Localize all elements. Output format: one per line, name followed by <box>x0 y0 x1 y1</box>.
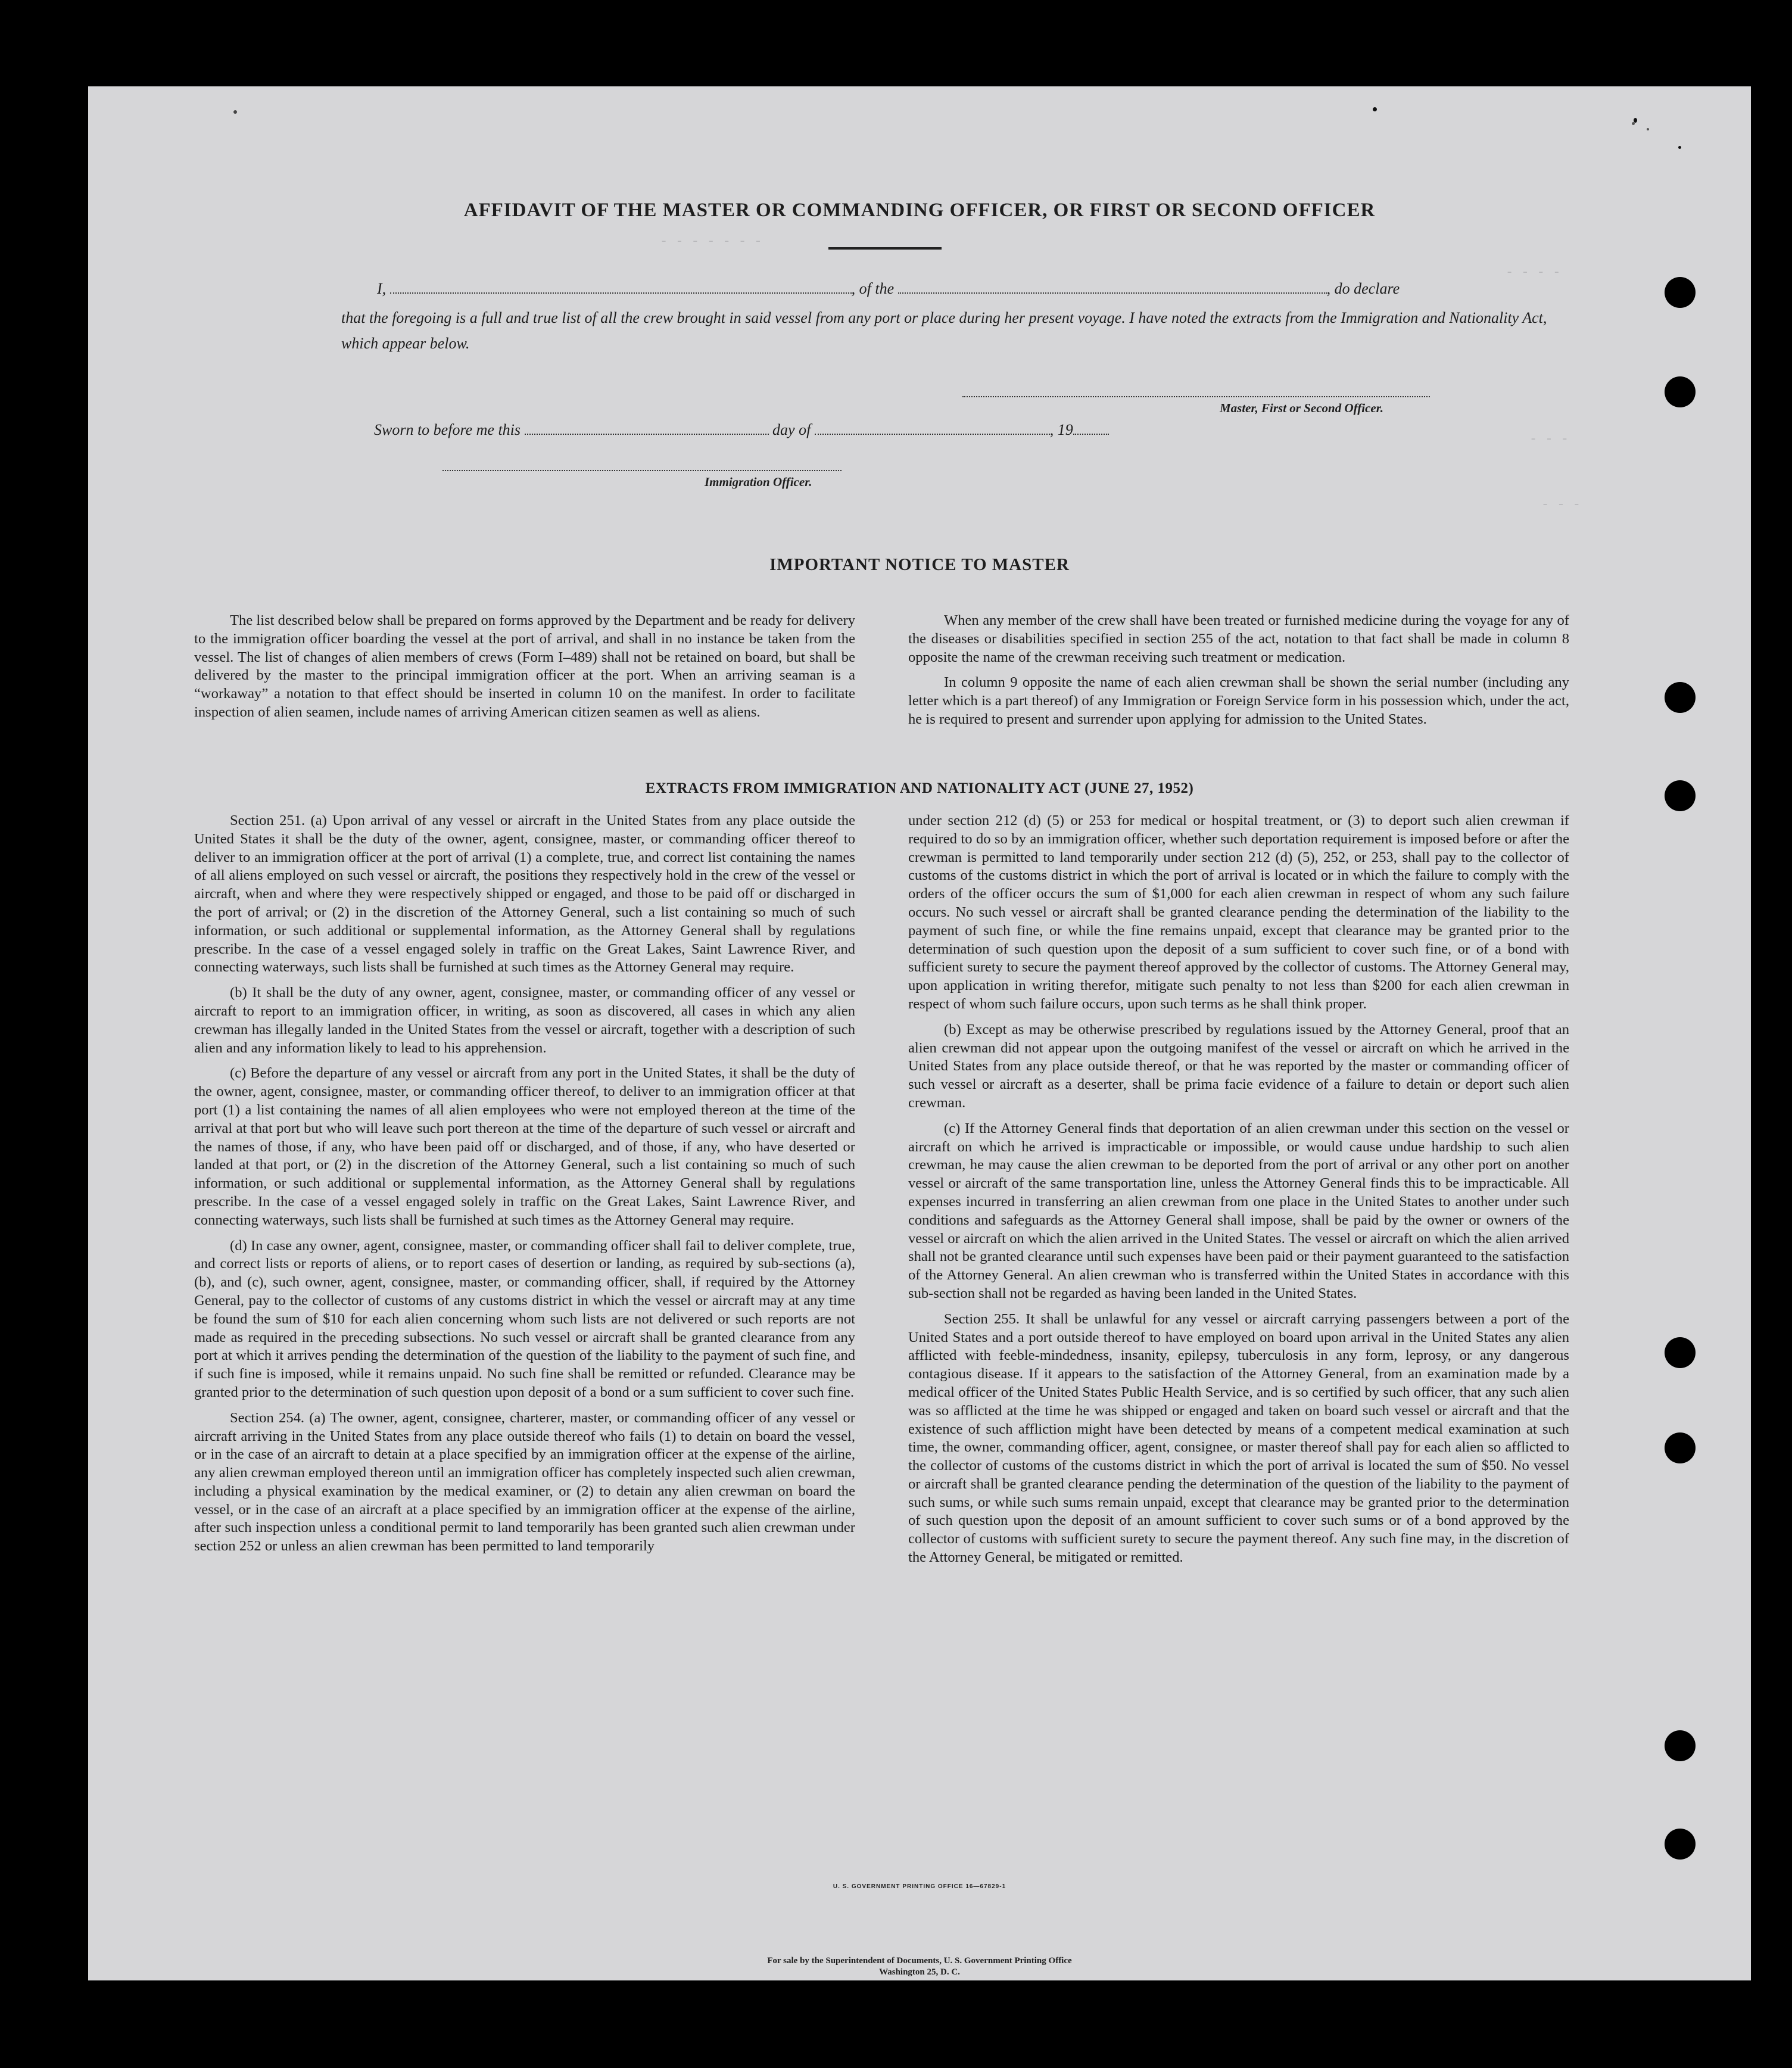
master-signature-line[interactable] <box>962 396 1430 397</box>
speck <box>1373 107 1377 111</box>
master-signature-label: Master, First or Second Officer. <box>1220 401 1383 415</box>
extracts-title: EXTRACTS FROM IMMIGRATION AND NATIONALITY ACT (JUNE 27, 1952) <box>645 780 1194 796</box>
punch-hole <box>1665 376 1696 407</box>
form-page <box>88 86 1751 1980</box>
speck <box>233 110 237 114</box>
punch-hole <box>1665 1337 1696 1368</box>
extract-paragraph: Section 255. It shall be unlawful for any vessel or aircraft carrying passengers between a port of the United States and a port outside thereof to have employed on board upon arrival in the United States any alien afflicted with feeble-mindedness, insanity, epilepsy, tuberculosis in any form, leprosy, or any dangerous contagious disease. If it appears to the satisfaction of the Attorney General, from an examination made by a medical officer of the United States Public Health Service, and is so certified by such officer, that any such alien was so afflicted at the time he was shipped or engaged and taken on board such vessel or aircraft and that the existence of such affliction might have been detected by means of a competent medical examination at such time, the owner, commanding officer, agent, consignee, or master thereof shall pay for each alien so afflicted to the collector of customs of the customs district in which the port of arrival is located the sum of $50. No vessel or aircraft shall be granted clearance pending the determination of the question of the liability to the payment of such sums, or while such sums remain unpaid, except that clearance may be granted prior to the determination of such question upon the deposit of an amount sufficient to cover such sums or of a bond approved by the collector of customs with sufficient surety to secure the payment thereof. Any such fine may, in the discretion of the Attorney General, be mitigated or remitted. <box>908 1310 1569 1566</box>
sworn-day-field[interactable] <box>525 423 769 435</box>
extract-paragraph: (c) Before the departure of any vessel or aircraft from any port in the United States, it shall be the duty of the owner, agent, consignee, master, or commanding officer thereof, to deliver to an immigration officer at that port (1) a list containing the names of all alien employees who were not employed thereon at the time of the arrival at that port but who will leave such port thereon at the time of the departure of such vessel or aircraft and the names of those, if any, who have been paid off or discharged, and of those, if any, who have deserted or landed at that port, or (2) in the discretion of the Attorney General, such a list containing so much of such information, or such additional or supplemental information, as the Attorney General shall by regulations prescribe. In the case of a vessel engaged solely in traffic on the Great Lakes, Saint Lawrence River, and connecting waterways, such lists shall be furnished at such times as the Attorney General may require. <box>194 1065 855 1228</box>
bleed-through-mark: - - - - - - - <box>660 234 762 249</box>
do-declare-label: , do declare <box>1326 280 1400 297</box>
speck <box>1632 122 1635 125</box>
footer <box>88 1955 1751 1978</box>
extract-paragraph: (c) If the Attorney General finds that deportation of an alien crewman under this section on the vessel or aircraft on which he arrived is impracticable or impossible, or would cause undue hardship to such alien crewman, he may cause the alien crewman to be deported from the port of arrival or any other port on another vessel or aircraft of the same transportation line, unless the Attorney General finds this to be impracticable. All expenses incurred in transferring an alien crewman from one place in the United States to another under such conditions and safeguards as the Attorney General shall impose, shall be paid by the owner or owners of the vessel or aircraft on which the alien arrived in the United States. The vessel or aircraft on which the alien arrived shall not be granted clearance until such expenses have been paid or their payment guaranteed to the satisfaction of the Attorney General. An alien crewman who is transferred within the United States in accordance with this sub-section shall not be regarded as having been landed in the United States. <box>908 1120 1569 1301</box>
printer-mark: U. S. GOVERNMENT PRINTING OFFICE 16—67829-1 <box>833 1883 1006 1890</box>
punch-hole <box>1665 277 1696 308</box>
extract-paragraph: under section 212 (d) (5) or 253 for medical or hospital treatment, or (3) to deport such alien crewman if required to do so by an immigration officer, whether such deportation requirement is imposed before or after the crewman is permitted to land temporarily under section 212 (d) (5), 252, or 253, shall pay to the collector of customs of the customs district in which the port of arrival is located or in which the failure to comply with the orders of the officer occurs the sum of $1,000 for each alien crewman in respect of whom any such failure occurs. No such vessel or aircraft shall be granted clearance pending the determination of the liability to the payment of such fine, or while the fine remains unpaid, except that clearance may be granted prior to the determination of such question upon the deposit of a sum sufficient to cover such fine, or of a bond with sufficient surety to secure the payment thereof approved by the collector of customs. The Attorney General may, upon application in writing therefor, mitigate such penalty to not less than $200 for each alien crewman in respect of whom such failure occurs, upon such terms as he shall think proper. <box>908 812 1569 1012</box>
notice-title: IMPORTANT NOTICE TO MASTER <box>769 555 1070 574</box>
declaration-body: that the foregoing is a full and true list of all the crew brought in said vessel from any port or place during her present voyage. I have noted the extracts from the Immigration and Nationality Act, which appear below. <box>341 309 1547 352</box>
extract-paragraph: (b) Except as may be otherwise prescribed by regulations issued by the Attorney General, proof that an alien crewman did not appear upon the outgoing manifest of the vessel or aircraft on which he arrived in the United States from any place outside thereof, or that he was reported by the master or commanding officer of such vessel or aircraft as a deserter, shall be prima facie evidence of a failure to detain or deport such alien crewman. <box>908 1021 1569 1111</box>
punch-hole <box>1665 1730 1696 1761</box>
sworn-label: Sworn to before me this <box>374 421 521 438</box>
sworn-month-field[interactable] <box>815 423 1050 435</box>
bleed-through-mark: - - - <box>1541 497 1581 512</box>
declaration-line <box>377 280 1400 298</box>
notice-paragraph: The list described below shall be prepared on forms approved by the Department and be ready for delivery to the immigration officer boarding the vessel at the port of arrival, and shall in no instance be taken from the vessel. The list of changes of alien members of crews (Form I–489) shall not be retained on board, but shall be delivered by the master to the principal immigration officer at the port. When an arriving seaman is a “workaway” a notation to that effect should be inserted in column 10 on the manifest. In order to facilitate inspection of alien seamen, include names of arriving American citizen seamen as well as aliens. <box>194 612 855 720</box>
immigration-officer-label: Immigration Officer. <box>705 475 812 489</box>
sworn-year-field[interactable] <box>1073 423 1109 435</box>
extract-paragraph: (b) It shall be the duty of any owner, agent, consignee, master, or commanding officer of any vessel or aircraft to report to an immigration officer, in writing, as soon as discovered, all cases in which any alien crewman has illegally landed in the United States from the vessel or aircraft, together with a description of such alien and any information likely to lead to his apprehension. <box>194 985 855 1056</box>
name-field[interactable] <box>390 282 852 294</box>
notice-right-column <box>908 612 1569 729</box>
extracts-right-column <box>908 812 1569 1567</box>
immigration-officer-signature-line[interactable] <box>442 470 842 471</box>
year-label: , 19 <box>1049 421 1073 438</box>
bleed-through-mark: - - - - <box>1506 265 1561 280</box>
notice-left-column <box>194 612 855 722</box>
title-rule <box>828 247 942 250</box>
punch-hole <box>1665 1829 1696 1860</box>
day-of-label: day of <box>772 421 811 438</box>
affidavit-title: AFFIDAVIT OF THE MASTER OR COMMANDING OFFICER, OR FIRST OR SECOND OFFICER <box>463 200 1376 221</box>
sworn-line <box>374 421 1109 439</box>
bleed-through-mark: - - - <box>1529 432 1569 447</box>
extract-paragraph: Section 251. (a) Upon arrival of any vessel or aircraft in the United States from any place outside the United States it shall be the duty of the owner, agent, consignee, master, or commanding officer thereof to deliver to an immigration officer at the port of arrival (1) a complete, true, and correct list containing the names of all aliens employed on such vessel or aircraft, the positions they respectively hold in the crew of the vessel or aircraft, when and where they were respectively shipped or engaged, and those to be paid off or discharged in the port of arrival; or (2) in the discretion of the Attorney General, such a list containing so much of such information, or such additional or supplemental information, as the Attorney General shall by regulations prescribe. In the case of a vessel engaged solely in traffic on the Great Lakes, Saint Lawrence River, and connecting waterways, such lists shall be furnished at such times as the Attorney General may require. <box>194 812 855 976</box>
extracts-left-column <box>194 812 855 1556</box>
of-the-label: , of the <box>851 280 895 297</box>
punch-hole <box>1665 682 1696 713</box>
speck <box>1647 128 1649 130</box>
i-label: I, <box>377 280 387 297</box>
vessel-field[interactable] <box>898 282 1327 294</box>
speck <box>1678 146 1681 149</box>
punch-hole <box>1665 1432 1696 1463</box>
footer-line-2: Washington 25, D. C. <box>879 1967 960 1977</box>
extract-paragraph: (d) In case any owner, agent, consignee, master, or commanding officer shall fail to deliver complete, true, and correct lists or reports of aliens, or to report cases of desertion or landing, as required by sub-sections (a), (b), and (c), such owner, agent, consignee, master, or commanding officer, shall, if required by the Attorney General, pay to the collector of customs of any customs district in which the vessel or aircraft may at any time be found the sum of $10 for each alien concerning whom such lists are not delivered or such reports are not made as required in the preceding subsections. No such vessel or aircraft shall be granted clearance from any port at which it arrives pending the determination of the question of the liability to the payment of such fine, and if such fine is imposed, while it remains unpaid. No such fine shall be remitted or refunded. Clearance may be granted prior to the determination of such question upon deposit of a bond or a sum sufficient to cover such fine. <box>194 1237 855 1400</box>
notice-paragraph: In column 9 opposite the name of each alien crewman shall be shown the serial number (including any letter which is a part thereof) of any Immigration or Foreign Service form in his possession which, under the act, he is required to present and surrender upon applying for admission to the United States. <box>908 674 1569 727</box>
notice-paragraph: When any member of the crew shall have been treated or furnished medicine during the voyage for any of the diseases or disabilities specified in section 255 of the act, notation to that fact shall be made in column 8 opposite the name of the crewman receiving such treatment or medication. <box>908 612 1569 665</box>
footer-line-1: For sale by the Superintendent of Documents, U. S. Government Printing Office <box>767 1956 1072 1966</box>
extract-paragraph: Section 254. (a) The owner, agent, consignee, charterer, master, or commanding officer of any vessel or aircraft arriving in the United States from any place outside thereof who fails (1) to detain on board the vessel, or in the case of an aircraft to detain at a place specified by an immigration officer at the expense of the airline, any alien crewman employed thereon until an immigration officer has completely inspected such alien crewman, including a physical examination by the medical examiner, or (2) to detain any alien crewman on board the vessel, or in the case of an aircraft at a place specified by an immigration officer at the expense of the airline, after such inspection unless a conditional permit to land temporarily has been granted such alien crewman under section 252 or unless an alien crewman has been permitted to land temporarily <box>194 1409 855 1555</box>
